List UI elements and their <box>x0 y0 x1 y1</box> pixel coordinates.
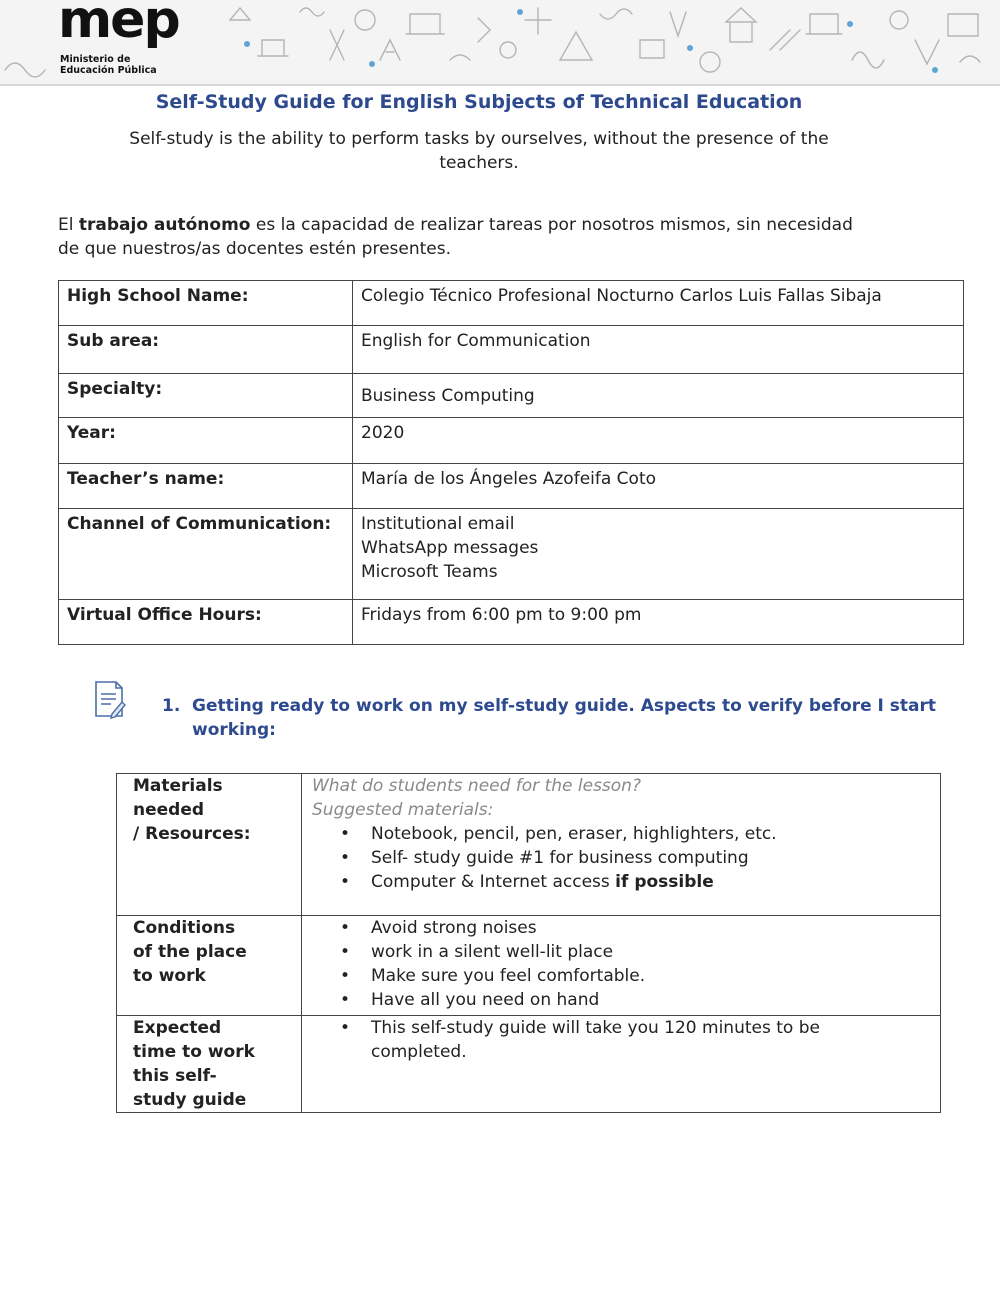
intro-english: Self-study is the ability to perform tasks by ourselves, without the presence of the teachers. <box>129 129 829 173</box>
intro-spanish <box>58 213 858 261</box>
expected-time-label-line4: study guide <box>133 1090 247 1110</box>
list-item: • work in a silent well-lit place <box>312 940 930 964</box>
channel-whatsapp: WhatsApp messages <box>361 538 539 558</box>
list-item <box>312 870 930 894</box>
materials-hint-suggested: Suggested materials: <box>312 800 494 820</box>
materials-value <box>302 774 941 916</box>
materials-label-line1: Materials needed <box>133 776 223 820</box>
section-heading-text: Getting ready to work on my self-study guide. Aspects to verify before I start working: <box>192 696 936 740</box>
school-name-value: Colegio Técnico Profesional Nocturno Carlos Luis Fallas Sibaja <box>353 281 964 326</box>
list-item: • Notebook, pencil, pen, eraser, highlighters, etc. <box>312 822 930 846</box>
expected-time-label-line1: Expected <box>133 1018 222 1038</box>
list-item: • Self- study guide #1 for business computing <box>312 846 930 870</box>
intro-spanish-start: El <box>58 215 79 235</box>
table-row <box>59 509 964 600</box>
table-row <box>117 1016 941 1113</box>
list-item: • Make sure you feel comfortable. <box>312 964 930 988</box>
preparation-table <box>116 773 941 1113</box>
header-rule <box>0 84 1000 86</box>
logo-subtitle <box>60 54 157 76</box>
table-row <box>59 326 964 374</box>
list-item: • Have all you need on hand <box>312 988 930 1012</box>
expected-time-label <box>117 1016 302 1113</box>
expected-time-label-line2: time to work <box>133 1042 255 1062</box>
expected-time-label-line3: this self- <box>133 1066 217 1086</box>
table-row <box>59 600 964 645</box>
document-checklist-icon <box>92 680 128 720</box>
materials-label-line2: / Resources: <box>133 824 251 844</box>
specialty-value <box>353 374 964 418</box>
page-title: Self-Study Guide for English Subjects of Technical Education <box>155 91 803 113</box>
list-item: • Avoid strong noises <box>312 916 930 940</box>
conditions-list <box>312 916 930 1012</box>
intro-spanish-bold: trabajo autónomo <box>78 215 251 235</box>
table-row <box>117 916 941 1016</box>
table-row <box>59 281 964 326</box>
teacher-name-value: María de los Ángeles Azofeifa Coto <box>353 464 964 509</box>
channel-label: Channel of Communication: <box>59 509 353 600</box>
specialty-label: Specialty: <box>59 374 353 418</box>
header-banner <box>0 0 1000 84</box>
office-hours-label: Virtual Office Hours: <box>59 600 353 645</box>
school-name-label: High School Name: <box>59 281 353 326</box>
table-row <box>59 418 964 464</box>
materials-label <box>117 774 302 916</box>
table-row <box>59 464 964 509</box>
conditions-label-line1: Conditions <box>133 918 236 938</box>
channel-email: Institutional email <box>361 514 515 534</box>
specialty-text: Business Computing <box>361 386 535 406</box>
logo-subtitle-line2: Educación Pública <box>60 65 157 76</box>
channel-teams: Microsoft Teams <box>361 562 498 582</box>
logo-wordmark: mep <box>58 0 179 50</box>
intro-spanish-end: es la capacidad de realizar tareas por nosotros mismos, sin necesidad de que nuestros/as docentes estén presentes. <box>58 215 853 259</box>
conditions-label-line2: of the place <box>133 942 247 962</box>
year-label: Year: <box>59 418 353 464</box>
channel-value <box>353 509 964 600</box>
sub-area-value: English for Communication <box>353 326 964 374</box>
sub-area-label: Sub area: <box>59 326 353 374</box>
office-hours-value: Fridays from 6:00 pm to 9:00 pm <box>353 600 964 645</box>
table-row <box>59 374 964 418</box>
year-value: 2020 <box>353 418 964 464</box>
list-item: • This self-study guide will take you 120 minutes to be completed. <box>312 1016 930 1064</box>
table-row <box>117 774 941 916</box>
section-1-heading <box>162 694 942 742</box>
conditions-label <box>117 916 302 1016</box>
materials-hint-question: What do students need for the lesson? <box>312 776 641 796</box>
school-info-table <box>58 280 964 645</box>
conditions-value <box>302 916 941 1016</box>
list-item-bold: if possible <box>615 872 714 892</box>
section-number: 1. <box>162 696 181 716</box>
logo-subtitle-line1: Ministerio de <box>60 54 131 65</box>
teacher-name-label: Teacher’s name: <box>59 464 353 509</box>
materials-list <box>312 822 930 894</box>
expected-time-value <box>302 1016 941 1113</box>
expected-time-list <box>312 1016 930 1064</box>
conditions-label-line3: to work <box>133 966 206 986</box>
mep-logo <box>50 0 210 82</box>
list-item-text: Computer & Internet access <box>371 872 616 892</box>
